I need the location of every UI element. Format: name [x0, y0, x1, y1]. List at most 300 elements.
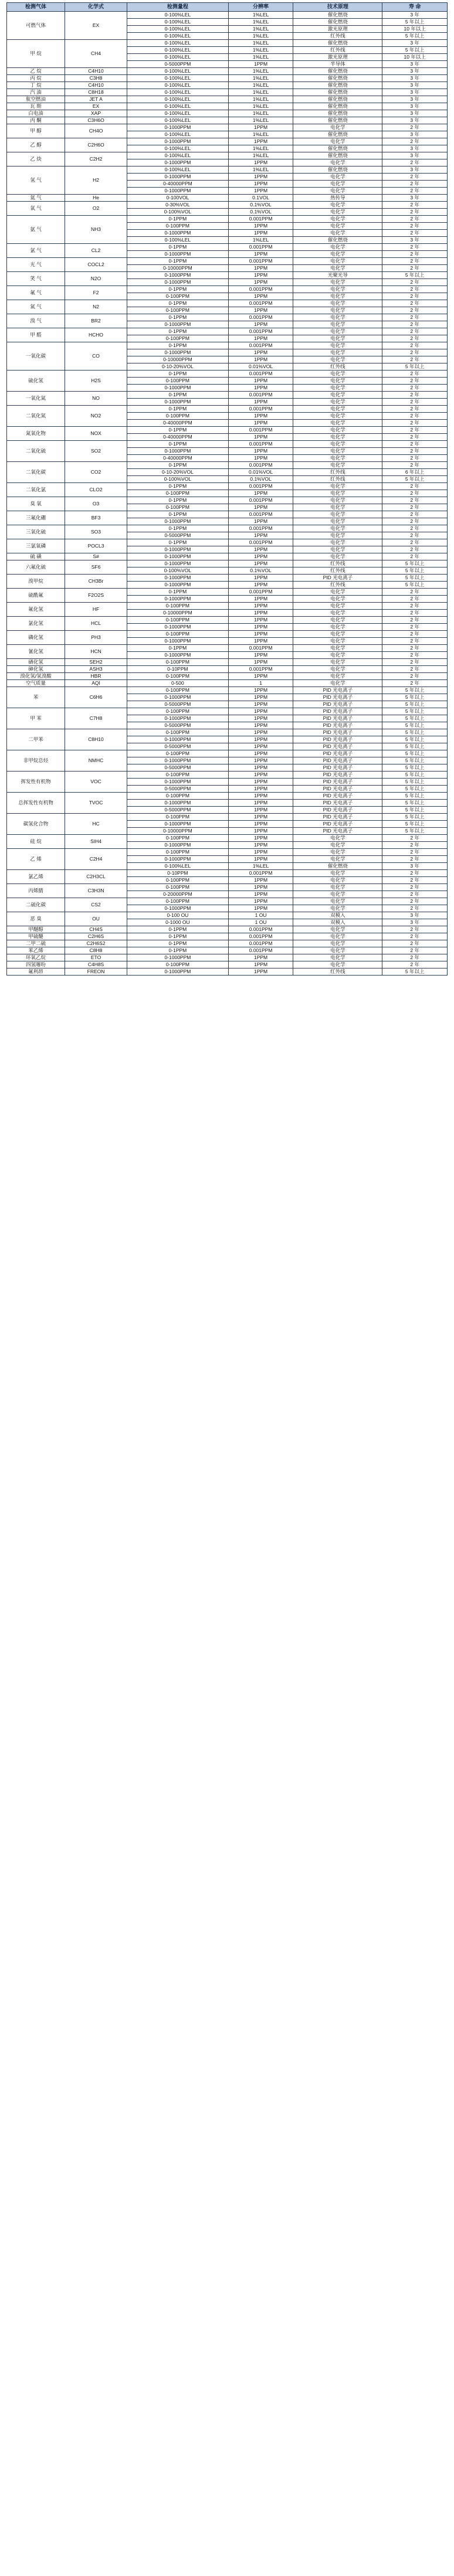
- technology-cell: 电化学: [293, 349, 382, 356]
- gas-name-cell: 三氧化硫: [7, 525, 65, 539]
- technology-cell: 半导体: [293, 61, 382, 68]
- table-row: [7, 849, 448, 856]
- technology-cell: 光聚光导: [293, 272, 382, 279]
- range-cell: 0-100PPM: [127, 793, 229, 800]
- gas-name-cell: 氨 气: [7, 216, 65, 244]
- formula-cell: CH4: [65, 40, 127, 68]
- technology-cell: 电化学: [293, 504, 382, 511]
- technology-cell: 电化学: [293, 589, 382, 596]
- life-cell: 2 年: [382, 884, 448, 891]
- resolution-cell: 1%LEL: [228, 75, 293, 82]
- technology-cell: 电化学: [293, 356, 382, 363]
- range-cell: 0-500: [127, 680, 229, 687]
- gas-name-cell: 非甲烷总烃: [7, 750, 65, 772]
- life-cell: 2 年: [382, 223, 448, 230]
- column-header-resolution: 分辨率: [228, 3, 293, 12]
- resolution-cell: 1PPM: [228, 743, 293, 750]
- table-row: [7, 870, 448, 877]
- table-row: [7, 68, 448, 75]
- resolution-cell: 1PPM: [228, 230, 293, 237]
- formula-cell: TVOC: [65, 793, 127, 814]
- gas-name-cell: 硫酰氟: [7, 589, 65, 603]
- table-row: [7, 729, 448, 736]
- range-cell: 0-100%LEL: [127, 131, 229, 138]
- resolution-cell: 0.001PPM: [228, 328, 293, 335]
- formula-cell: CO: [65, 342, 127, 371]
- gas-name-cell: 氧 气: [7, 202, 65, 216]
- resolution-cell: 1PPM: [228, 434, 293, 441]
- life-cell: 2 年: [382, 490, 448, 497]
- life-cell: 3 年: [382, 237, 448, 244]
- life-cell: 5 年以上: [382, 828, 448, 835]
- resolution-cell: 0.1VOL: [228, 195, 293, 202]
- technology-cell: PID 光电离子: [293, 793, 382, 800]
- range-cell: 0-1000PPM: [127, 546, 229, 553]
- formula-cell: CLO2: [65, 483, 127, 497]
- range-cell: 0-1000PPM: [127, 560, 229, 567]
- table-row: [7, 392, 448, 399]
- formula-cell: SIH4: [65, 835, 127, 849]
- technology-cell: 电化学: [293, 251, 382, 258]
- range-cell: 0-1000PPM: [127, 800, 229, 807]
- life-cell: 2 年: [382, 420, 448, 427]
- life-cell: 2 年: [382, 666, 448, 673]
- life-cell: 2 年: [382, 406, 448, 413]
- resolution-cell: 1PPM: [228, 856, 293, 863]
- table-row: [7, 912, 448, 919]
- range-cell: 0-1000PPM: [127, 736, 229, 743]
- life-cell: 3 年: [382, 117, 448, 124]
- resolution-cell: 0.001PPM: [228, 926, 293, 933]
- gas-name-cell: 瓦 斯: [7, 103, 65, 110]
- gas-name-cell: 碳氢化合物: [7, 814, 65, 835]
- formula-cell: C2H4: [65, 849, 127, 870]
- range-cell: 0-10PPM: [127, 870, 229, 877]
- life-cell: 5 年以上: [382, 729, 448, 736]
- technology-cell: 激光原理: [293, 26, 382, 33]
- range-cell: 0-40000PPM: [127, 181, 229, 188]
- table-row: [7, 124, 448, 131]
- technology-cell: 电化学: [293, 610, 382, 617]
- range-cell: 0-100PPM: [127, 849, 229, 856]
- life-cell: 2 年: [382, 300, 448, 307]
- life-cell: 2 年: [382, 940, 448, 947]
- life-cell: 2 年: [382, 356, 448, 363]
- technology-cell: 红外线: [293, 363, 382, 371]
- resolution-cell: 1PPM: [228, 898, 293, 905]
- range-cell: 0-10-20%VOL: [127, 469, 229, 476]
- technology-cell: PID 光电离子: [293, 715, 382, 722]
- life-cell: 2 年: [382, 371, 448, 378]
- life-cell: 2 年: [382, 539, 448, 546]
- life-cell: 5 年以上: [382, 476, 448, 483]
- range-cell: 0-1000PPM: [127, 321, 229, 328]
- range-cell: 0-100PPM: [127, 490, 229, 497]
- range-cell: 0-100%LEL: [127, 75, 229, 82]
- range-cell: 0-1000PPM: [127, 575, 229, 582]
- table-row: [7, 575, 448, 582]
- range-cell: 0-100PPM: [127, 603, 229, 610]
- resolution-cell: 1PPM: [228, 448, 293, 455]
- range-cell: 0-100PPM: [127, 898, 229, 905]
- range-cell: 0-100%LEL: [127, 12, 229, 19]
- technology-cell: 电化学: [293, 856, 382, 863]
- technology-cell: 红外线: [293, 582, 382, 589]
- technology-cell: 电化学: [293, 209, 382, 216]
- life-cell: 2 年: [382, 159, 448, 166]
- technology-cell: 催化燃烧: [293, 237, 382, 244]
- technology-cell: PID 光电离子: [293, 729, 382, 736]
- table-row: [7, 560, 448, 567]
- gas-name-cell: 四氢噻吩: [7, 961, 65, 968]
- table-row: [7, 216, 448, 223]
- gas-name-cell: 二甲二硫: [7, 940, 65, 947]
- range-cell: 0-100%VOL: [127, 476, 229, 483]
- formula-cell: C2H6O: [65, 138, 127, 152]
- technology-cell: 电化学: [293, 849, 382, 856]
- life-cell: 5 年以上: [382, 701, 448, 708]
- range-cell: 0-1PPM: [127, 947, 229, 954]
- technology-cell: 电化学: [293, 546, 382, 553]
- life-cell: 5 年以上: [382, 793, 448, 800]
- resolution-cell: 1PPM: [228, 138, 293, 145]
- formula-cell: F2: [65, 286, 127, 300]
- range-cell: 0-1000PPM: [127, 694, 229, 701]
- life-cell: 2 年: [382, 399, 448, 406]
- life-cell: 2 年: [382, 518, 448, 525]
- resolution-cell: 1PPM: [228, 814, 293, 821]
- table-row: [7, 814, 448, 821]
- table-row: [7, 427, 448, 434]
- formula-cell: S#: [65, 553, 127, 560]
- range-cell: 0-1000PPM: [127, 638, 229, 645]
- gas-name-cell: 二氧化硫: [7, 441, 65, 462]
- resolution-cell: 0.1%VOL: [228, 567, 293, 575]
- resolution-cell: 0.01%VOL: [228, 469, 293, 476]
- range-cell: 0-1000PPM: [127, 448, 229, 455]
- technology-cell: 电化学: [293, 870, 382, 877]
- table-row: [7, 406, 448, 413]
- formula-cell: CO2: [65, 462, 127, 483]
- technology-cell: 电化学: [293, 321, 382, 328]
- life-cell: 3 年: [382, 68, 448, 75]
- resolution-cell: 1PPM: [228, 251, 293, 258]
- resolution-cell: 1PPM: [228, 582, 293, 589]
- resolution-cell: 1PPM: [228, 61, 293, 68]
- range-cell: 0-1PPM: [127, 539, 229, 546]
- range-cell: 0-100PPM: [127, 961, 229, 968]
- formula-cell: COCL2: [65, 258, 127, 272]
- life-cell: 3 年: [382, 195, 448, 202]
- life-cell: 6 年以上: [382, 469, 448, 476]
- gas-name-cell: 二氧化碳: [7, 462, 65, 483]
- table-row: [7, 954, 448, 961]
- range-cell: 0-100PPM: [127, 617, 229, 624]
- range-cell: 0-100%LEL: [127, 117, 229, 124]
- range-cell: 0-40000PPM: [127, 434, 229, 441]
- gas-name-cell: 苯乙烯: [7, 947, 65, 954]
- life-cell: 2 年: [382, 610, 448, 617]
- life-cell: 2 年: [382, 624, 448, 631]
- range-cell: 0-100%LEL: [127, 96, 229, 103]
- range-cell: 0-100%LEL: [127, 68, 229, 75]
- technology-cell: 双模入: [293, 919, 382, 926]
- table-row: [7, 708, 448, 715]
- table-row: [7, 947, 448, 954]
- range-cell: 0-100PPM: [127, 335, 229, 342]
- table-row: [7, 553, 448, 560]
- table-row: [7, 82, 448, 89]
- life-cell: 2 年: [382, 413, 448, 420]
- formula-cell: HCHO: [65, 328, 127, 342]
- resolution-cell: 1PPM: [228, 764, 293, 772]
- table-row: [7, 110, 448, 117]
- life-cell: 2 年: [382, 335, 448, 342]
- resolution-cell: 1%LEL: [228, 103, 293, 110]
- gas-name-cell: 溴 气: [7, 314, 65, 328]
- range-cell: 0-10000PPM: [127, 828, 229, 835]
- formula-cell: BR2: [65, 314, 127, 328]
- range-cell: 0-100%LEL: [127, 103, 229, 110]
- resolution-cell: 1PPM: [228, 821, 293, 828]
- resolution-cell: 1PPM: [228, 596, 293, 603]
- range-cell: 0-1000 OU: [127, 919, 229, 926]
- life-cell: 5 年以上: [382, 968, 448, 976]
- range-cell: 0-100%LEL: [127, 33, 229, 40]
- life-cell: 2 年: [382, 441, 448, 448]
- technology-cell: 电化学: [293, 596, 382, 603]
- technology-cell: 电化学: [293, 483, 382, 490]
- range-cell: 0-100%VOL: [127, 209, 229, 216]
- range-cell: 0-1PPM: [127, 371, 229, 378]
- technology-cell: 电化学: [293, 673, 382, 680]
- gas-name-cell: 乙 醇: [7, 138, 65, 152]
- resolution-cell: 0.001PPM: [228, 286, 293, 293]
- technology-cell: 催化燃烧: [293, 131, 382, 138]
- technology-cell: 催化燃烧: [293, 166, 382, 174]
- range-cell: 0-1000PPM: [127, 251, 229, 258]
- table-row: [7, 202, 448, 209]
- technology-cell: 电化学: [293, 216, 382, 223]
- resolution-cell: 0.001PPM: [228, 342, 293, 349]
- life-cell: 2 年: [382, 926, 448, 933]
- technology-cell: 电化学: [293, 877, 382, 884]
- technology-cell: PID 光电离子: [293, 814, 382, 821]
- range-cell: 0-1PPM: [127, 314, 229, 321]
- resolution-cell: 1PPM: [228, 399, 293, 406]
- resolution-cell: 1%LEL: [228, 145, 293, 152]
- table-row: [7, 687, 448, 694]
- resolution-cell: 1PPM: [228, 722, 293, 729]
- technology-cell: PID 光电离子: [293, 687, 382, 694]
- technology-cell: 电化学: [293, 181, 382, 188]
- life-cell: 3 年: [382, 863, 448, 870]
- range-cell: 0-1000PPM: [127, 518, 229, 525]
- life-cell: 2 年: [382, 961, 448, 968]
- gas-name-cell: 甲 醇: [7, 124, 65, 138]
- range-cell: 0-100PPM: [127, 708, 229, 715]
- table-row: [7, 258, 448, 265]
- gas-sensor-spec-sheet: [0, 2, 454, 976]
- life-cell: 3 年: [382, 82, 448, 89]
- technology-cell: 催化燃烧: [293, 110, 382, 117]
- gas-name-cell: 砷化氢: [7, 666, 65, 673]
- life-cell: 2 年: [382, 891, 448, 898]
- life-cell: 5 年以上: [382, 772, 448, 779]
- table-row: [7, 589, 448, 596]
- life-cell: 2 年: [382, 124, 448, 131]
- range-cell: 0-1PPM: [127, 286, 229, 293]
- life-cell: 3 年: [382, 40, 448, 47]
- range-cell: 0-5000PPM: [127, 786, 229, 793]
- gas-name-cell: 硫 磺: [7, 553, 65, 560]
- technology-cell: 催化燃烧: [293, 12, 382, 19]
- gas-name-cell: 硒化氢: [7, 659, 65, 666]
- life-cell: 5 年以上: [382, 722, 448, 729]
- formula-cell: C3H6O: [65, 117, 127, 124]
- range-cell: 0-1PPM: [127, 933, 229, 940]
- resolution-cell: 1PPM: [228, 638, 293, 645]
- resolution-cell: 0.001PPM: [228, 244, 293, 251]
- life-cell: 2 年: [382, 279, 448, 286]
- column-header-life: 寿 命: [382, 3, 448, 12]
- range-cell: 0-1PPM: [127, 926, 229, 933]
- technology-cell: PID 光电离子: [293, 575, 382, 582]
- resolution-cell: 1PPM: [228, 800, 293, 807]
- resolution-cell: 0.001PPM: [228, 870, 293, 877]
- table-row: [7, 462, 448, 469]
- range-cell: 0-1000PPM: [127, 856, 229, 863]
- range-cell: 0-1000PPM: [127, 553, 229, 560]
- technology-cell: 电化学: [293, 441, 382, 448]
- gas-name-cell: 二甲苯: [7, 729, 65, 750]
- life-cell: 2 年: [382, 645, 448, 652]
- range-cell: 0-100PPM: [127, 835, 229, 842]
- gas-name-cell: 甲醚醇: [7, 926, 65, 933]
- formula-cell: O2: [65, 202, 127, 216]
- resolution-cell: 1PPM: [228, 807, 293, 814]
- life-cell: 3 年: [382, 912, 448, 919]
- range-cell: 0-100%LEL: [127, 863, 229, 870]
- gas-name-cell: 甲 苯: [7, 708, 65, 729]
- life-cell: 5 年以上: [382, 272, 448, 279]
- formula-cell: EX: [65, 12, 127, 40]
- life-cell: 2 年: [382, 216, 448, 223]
- formula-cell: HCL: [65, 617, 127, 631]
- life-cell: 2 年: [382, 181, 448, 188]
- range-cell: 0-1PPM: [127, 392, 229, 399]
- formula-cell: AQI: [65, 680, 127, 687]
- table-body: [7, 12, 448, 976]
- resolution-cell: 0.001PPM: [228, 371, 293, 378]
- technology-cell: 电化学: [293, 293, 382, 300]
- life-cell: 3 年: [382, 166, 448, 174]
- life-cell: 2 年: [382, 835, 448, 842]
- range-cell: 0-100%LEL: [127, 152, 229, 159]
- technology-cell: 电化学: [293, 680, 382, 687]
- life-cell: 2 年: [382, 314, 448, 321]
- range-cell: 0-1PPM: [127, 244, 229, 251]
- technology-cell: 电化学: [293, 617, 382, 624]
- formula-cell: POCL3: [65, 539, 127, 553]
- resolution-cell: 1PPM: [228, 356, 293, 363]
- technology-cell: 电化学: [293, 532, 382, 539]
- life-cell: 2 年: [382, 293, 448, 300]
- technology-cell: 电化学: [293, 138, 382, 145]
- formula-cell: FREON: [65, 968, 127, 976]
- life-cell: 2 年: [382, 251, 448, 258]
- resolution-cell: 1PPM: [228, 694, 293, 701]
- range-cell: 0-1PPM: [127, 342, 229, 349]
- table-row: [7, 138, 448, 145]
- range-cell: 0-100PPM: [127, 378, 229, 385]
- range-cell: 0-5000PPM: [127, 61, 229, 68]
- range-cell: 0-1000PPM: [127, 652, 229, 659]
- table-row: [7, 195, 448, 202]
- resolution-cell: 1%LEL: [228, 82, 293, 89]
- technology-cell: 电化学: [293, 884, 382, 891]
- life-cell: 5 年以上: [382, 814, 448, 821]
- formula-cell: N2O: [65, 272, 127, 286]
- resolution-cell: 1PPM: [228, 504, 293, 511]
- life-cell: 10 年以上: [382, 26, 448, 33]
- resolution-cell: 1PPM: [228, 736, 293, 743]
- table-row: [7, 300, 448, 307]
- formula-cell: CH3Br: [65, 575, 127, 589]
- technology-cell: PID 光电离子: [293, 701, 382, 708]
- formula-cell: CS2: [65, 898, 127, 912]
- resolution-cell: 1PPM: [228, 968, 293, 976]
- resolution-cell: 0.001PPM: [228, 300, 293, 307]
- technology-cell: 电化学: [293, 659, 382, 666]
- life-cell: 2 年: [382, 870, 448, 877]
- technology-cell: 电化学: [293, 188, 382, 195]
- technology-cell: 红外线: [293, 567, 382, 575]
- technology-cell: 电化学: [293, 307, 382, 314]
- life-cell: 2 年: [382, 905, 448, 912]
- resolution-cell: 1PPM: [228, 174, 293, 181]
- technology-cell: 电化学: [293, 279, 382, 286]
- resolution-cell: 1PPM: [228, 884, 293, 891]
- resolution-cell: 1PPM: [228, 849, 293, 856]
- gas-name-cell: 空气质量: [7, 680, 65, 687]
- range-cell: 0-100%VOL: [127, 567, 229, 575]
- range-cell: 0-1PPM: [127, 525, 229, 532]
- technology-cell: PID 光电离子: [293, 772, 382, 779]
- range-cell: 0-1000PPM: [127, 582, 229, 589]
- range-cell: 0-100PPM: [127, 413, 229, 420]
- life-cell: 2 年: [382, 321, 448, 328]
- gas-name-cell: 甲 醛: [7, 328, 65, 342]
- life-cell: 2 年: [382, 462, 448, 469]
- gas-name-cell: 丁 烷: [7, 82, 65, 89]
- resolution-cell: 1PPM: [228, 279, 293, 286]
- range-cell: 0-1000PPM: [127, 188, 229, 195]
- gas-name-cell: 氟化氢: [7, 603, 65, 617]
- life-cell: 2 年: [382, 849, 448, 856]
- technology-cell: 电化学: [293, 455, 382, 462]
- gas-name-cell: 航空燃油: [7, 96, 65, 103]
- resolution-cell: 1%LEL: [228, 166, 293, 174]
- resolution-cell: 1PPM: [228, 891, 293, 898]
- range-cell: 0-100PPM: [127, 307, 229, 314]
- life-cell: 2 年: [382, 286, 448, 293]
- life-cell: 2 年: [382, 427, 448, 434]
- resolution-cell: 1%LEL: [228, 237, 293, 244]
- formula-cell: NOX: [65, 427, 127, 441]
- resolution-cell: 0.001PPM: [228, 216, 293, 223]
- life-cell: 5 年以上: [382, 47, 448, 54]
